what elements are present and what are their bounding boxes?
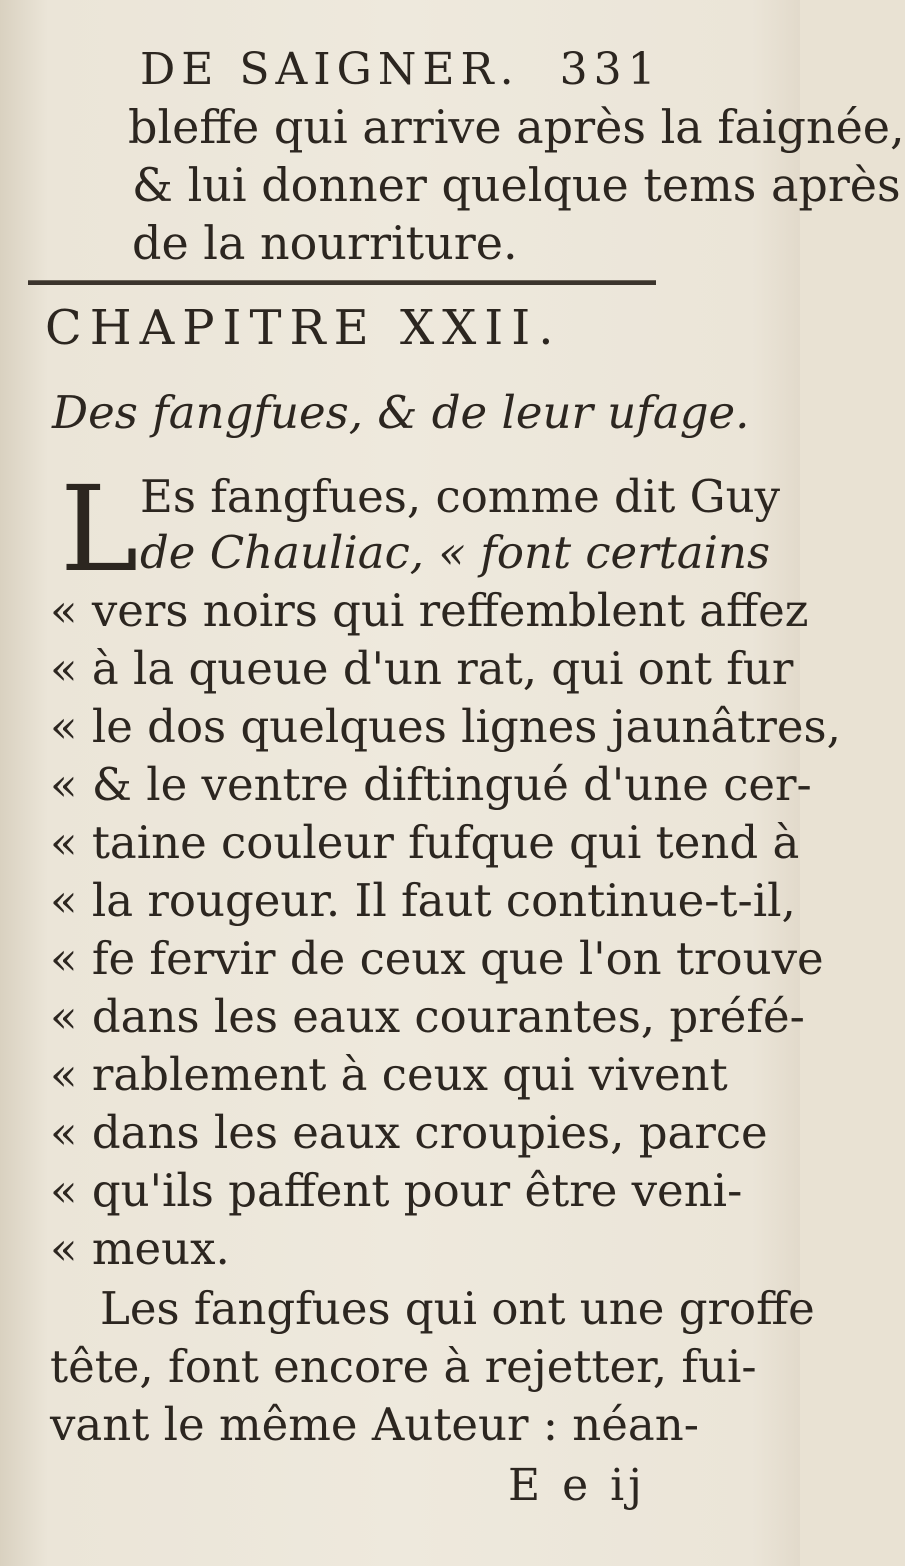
text-line: « vers noirs qui reffemblent affez bbox=[50, 584, 809, 637]
text-line: de Chauliac, « font certains bbox=[140, 526, 771, 579]
text-line: « dans les eaux croupies, parce bbox=[50, 1106, 768, 1159]
text-line: Les fangfues qui ont une groffe bbox=[100, 1282, 815, 1335]
text-line: « rablement à ceux qui vivent bbox=[50, 1048, 728, 1101]
text-line: « le dos quelques lignes jaunâtres, bbox=[50, 700, 841, 753]
text-line: « qu'ils paffent pour être veni- bbox=[50, 1164, 743, 1217]
header-title: DE SAIGNER. bbox=[140, 44, 520, 95]
running-header bbox=[140, 44, 662, 95]
chapter-heading: CHAPITRE XXII. bbox=[45, 300, 562, 356]
section-rule bbox=[28, 280, 656, 285]
text-line: « taine couleur fufque qui tend à bbox=[50, 816, 800, 869]
signature-mark: E e ij bbox=[508, 1460, 646, 1511]
text-line: tête, font encore à rejetter, fui- bbox=[50, 1340, 757, 1393]
page-number: 331 bbox=[559, 44, 662, 95]
text-line: « dans les eaux courantes, préfé- bbox=[50, 990, 805, 1043]
text-line: « fe fervir de ceux que l'on trouve bbox=[50, 932, 824, 985]
text-line: « & le ventre diftingué d'une cer- bbox=[50, 758, 812, 811]
text-line: « la rougeur. Il faut continue-t-il, bbox=[50, 874, 796, 927]
text-line: de la nourriture. bbox=[132, 216, 518, 270]
text-line: « meux. bbox=[50, 1222, 230, 1275]
drop-cap: L bbox=[60, 460, 139, 598]
chapter-subtitle: Des fangfues, & de leur ufage. bbox=[52, 386, 750, 439]
text-line: « à la queue d'un rat, qui ont fur bbox=[50, 642, 794, 695]
text-line: vant le même Auteur : néan- bbox=[50, 1398, 699, 1451]
text-line: bleffe qui arrive après la faignée, bbox=[128, 100, 905, 154]
text-line: & lui donner quelque tems après bbox=[132, 158, 901, 212]
text-line: Es fangfues, comme dit Guy bbox=[140, 470, 780, 523]
